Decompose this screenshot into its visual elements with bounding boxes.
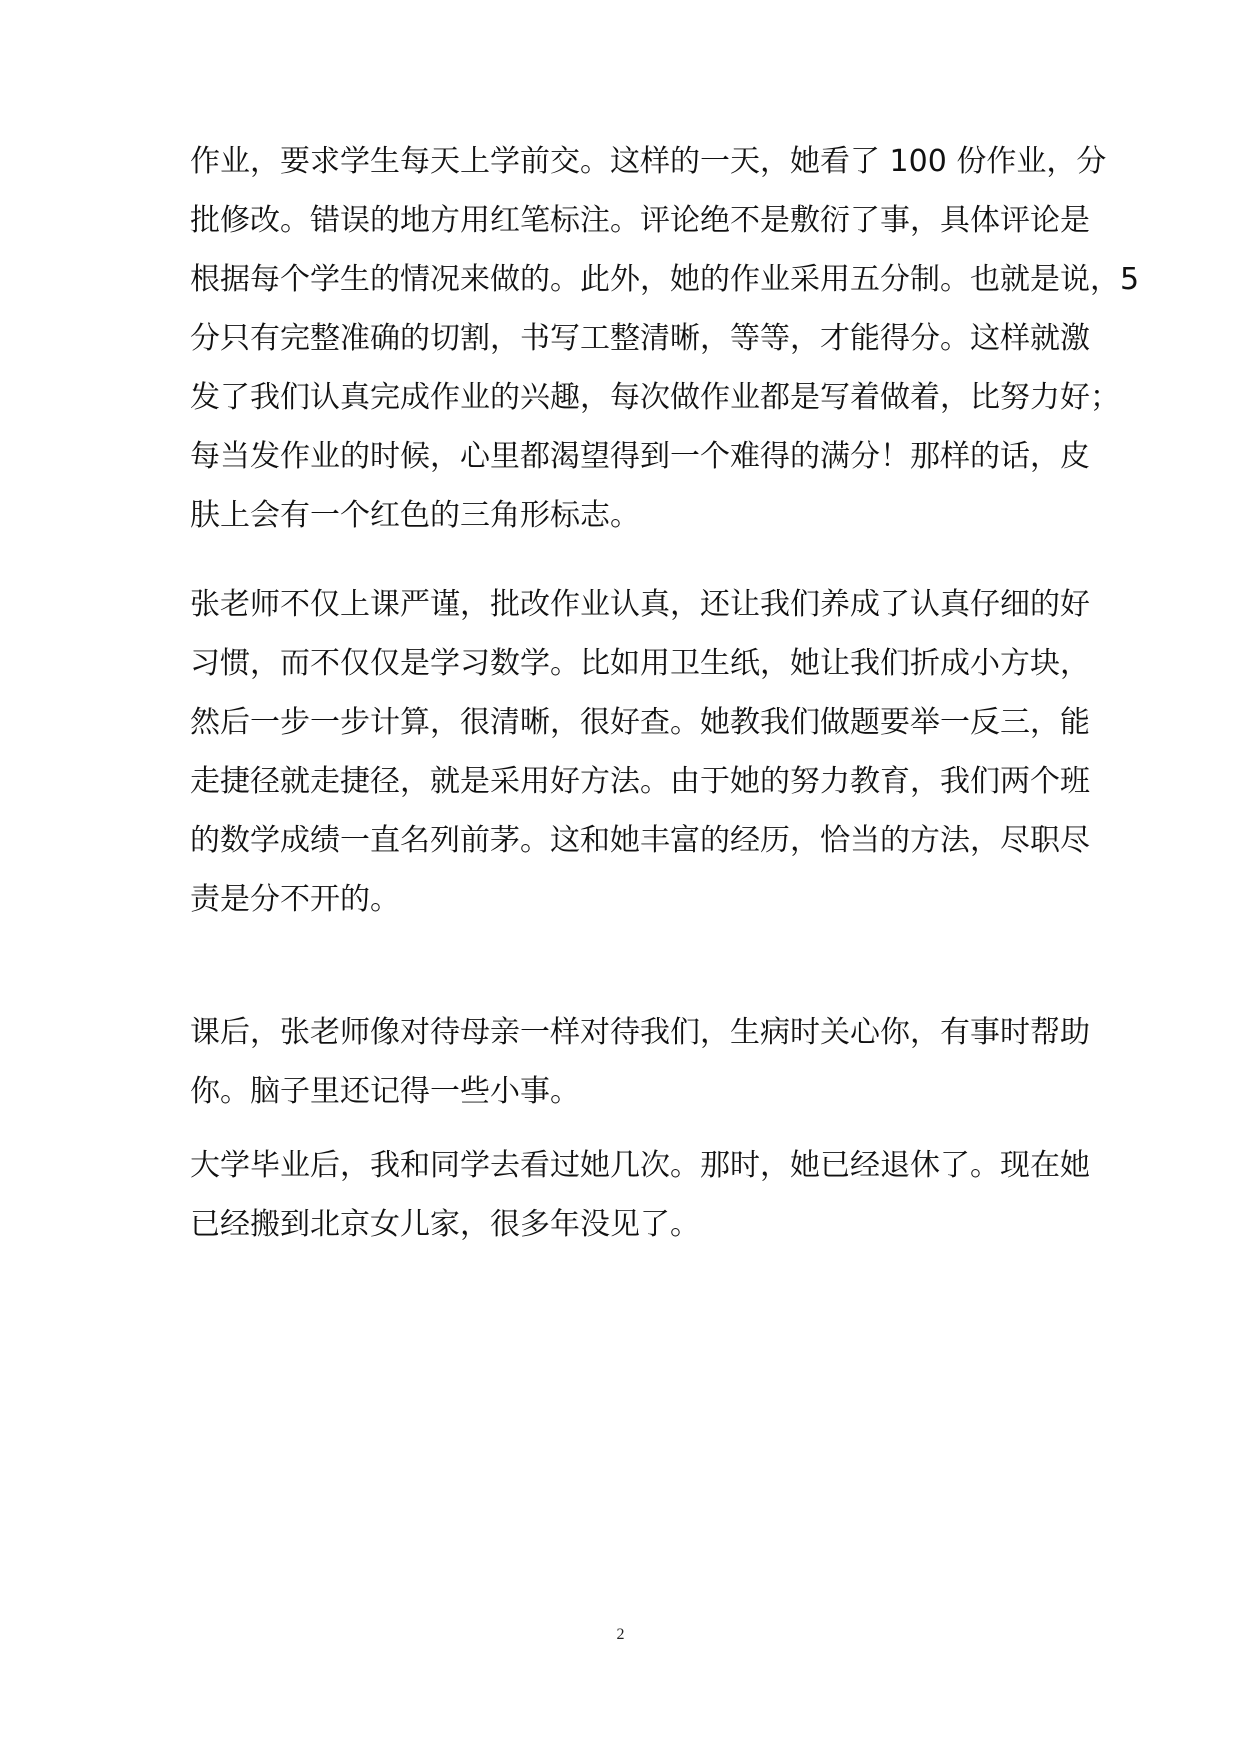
text-line: 批修改。错误的地方用红笔标注。评论绝不是敷衍了事，具体评论是	[190, 203, 1090, 238]
text-line: 每当发作业的时候，心里都渴望得到一个难得的满分！那样的话，皮	[190, 439, 1090, 474]
text-line: 已经搬到北京女儿家，很多年没见了。	[190, 1207, 700, 1242]
text-line: 大学毕业后，我和同学去看过她几次。那时，她已经退休了。现在她	[190, 1148, 1090, 1183]
text-line: 发了我们认真完成作业的兴趣，每次做作业都是写着做着，比努力好；	[190, 380, 1120, 415]
text-line: 你。脑子里还记得一些小事。	[190, 1074, 580, 1109]
text-line: 然后一步一步计算，很清晰，很好查。她教我们做题要举一反三，能	[190, 705, 1090, 740]
text-line: 的数学成绩一直名列前茅。这和她丰富的经历，恰当的方法，尽职尽	[190, 823, 1090, 858]
text-line: 责是分不开的。	[190, 882, 400, 917]
text-line: 习惯，而不仅仅是学习数学。比如用卫生纸，她让我们折成小方块，	[190, 646, 1090, 681]
text-line: 根据每个学生的情况来做的。此外，她的作业采用五分制。也就是说，5	[190, 262, 1140, 297]
text-line: 作业，要求学生每天上学前交。这样的一天，她看了 100 份作业，分	[190, 144, 1107, 179]
text-line: 分只有完整准确的切割，书写工整清晰，等等，才能得分。这样就激	[190, 321, 1090, 356]
text-line: 张老师不仅上课严谨，批改作业认真，还让我们养成了认真仔细的好	[190, 587, 1090, 622]
text-line: 肤上会有一个红色的三角形标志。	[190, 498, 640, 533]
text-line: 走捷径就走捷径，就是采用好方法。由于她的努力教育，我们两个班	[190, 764, 1090, 799]
text-line: 课后，张老师像对待母亲一样对待我们，生病时关心你，有事时帮助	[190, 1015, 1090, 1050]
page-number: 2	[616, 1626, 625, 1643]
